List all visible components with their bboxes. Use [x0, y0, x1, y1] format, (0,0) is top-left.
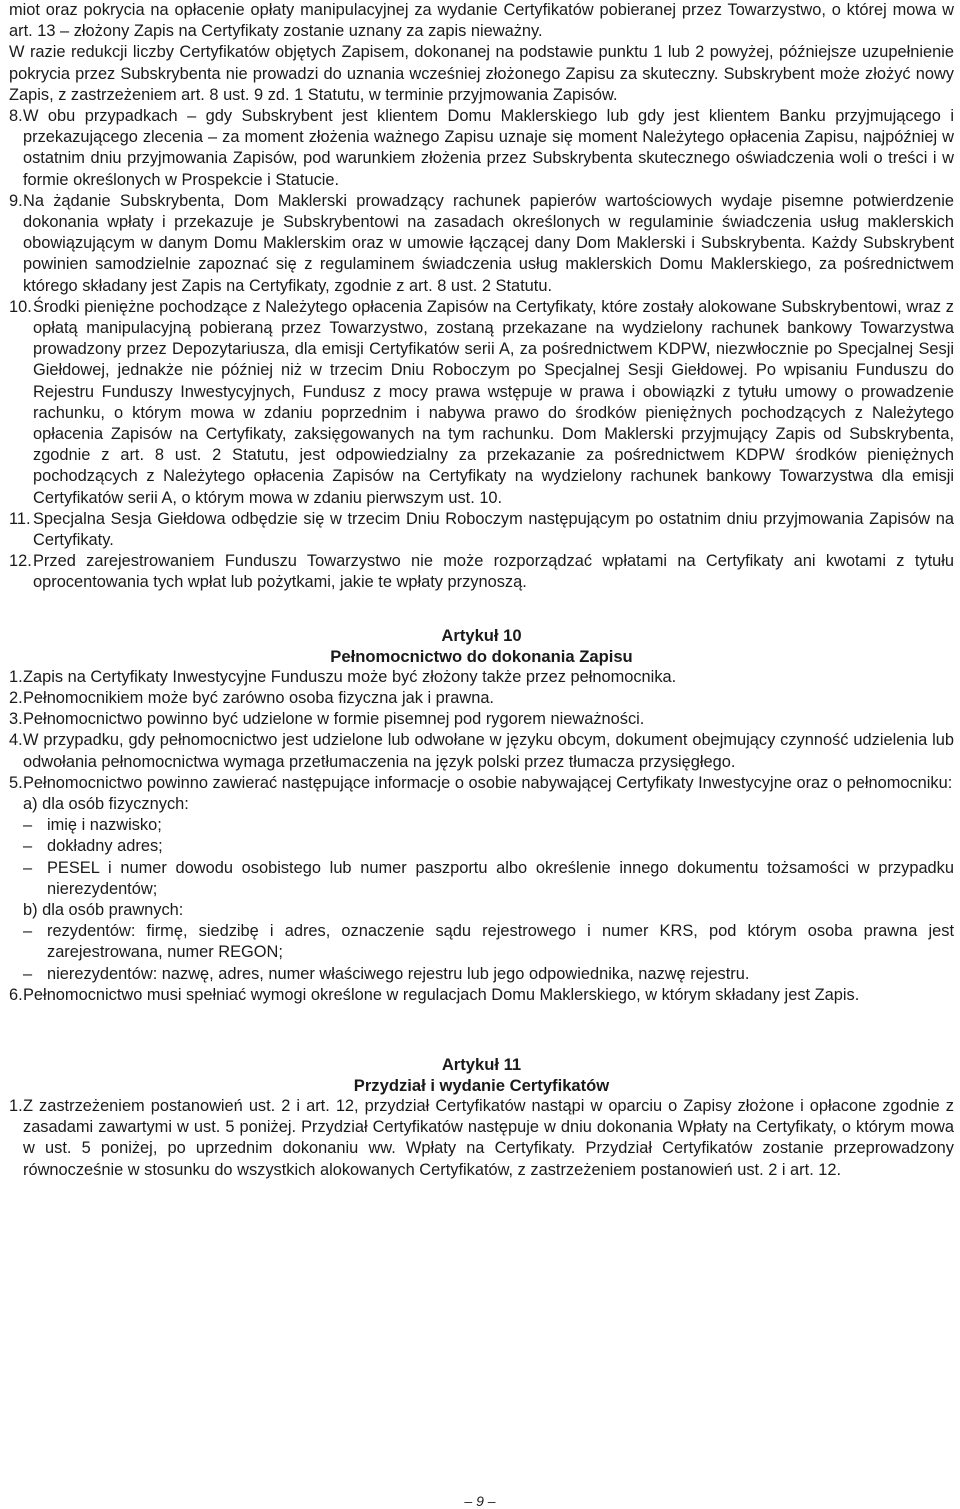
- item-text: W obu przypadkach – gdy Subskrybent jest klientem Domu Maklerskiego lub gdy jest klientem Banku przyjmującego i przekazującego zlecenia – za moment złożenia ważnego Zapisu uznaje się moment Należytego opłacenia Zapisu, najpóźniej w ostatnim dniu przyjmowania Zapisów, pod warunkiem złożenia przez Subskrybenta skutecznego oświadczenia woli o treści i w formie określonych w Prospekcie i Statucie.: [23, 107, 954, 189]
- item-text: Na żądanie Subskrybenta, Dom Maklerski prowadzący rachunek papierów wartościowych wydaje pisemne potwierdzenie dokonania wpłaty i przekazuje je Subskrybentowi na zasadach określonych w regulaminie świadczenia usług maklerskich obowiązującym w danym Domu Maklerskim oraz w umowie łączącej dany Dom Maklerski i Subskrybenta. Każdy Subskrybent powinien samodzielnie zapoznać się z regulaminem świadczenia usług maklerskich Domu Maklerskiego, za pośrednictwem którego składany jest Zapis na Certyfikaty, zgodnie z art. 8 ust. 2 Statutu.: [23, 191, 954, 295]
- list-item: [9, 191, 954, 297]
- list-item: [9, 773, 954, 794]
- item-number: 4.: [9, 731, 23, 750]
- list-item: [9, 551, 954, 593]
- item-number: 1.: [9, 1096, 23, 1115]
- item-text: Środki pieniężne pochodzące z Należytego opłacenia Zapisów na Certyfikaty, które zostały alokowane Subskrybentowi, wraz z opłatą manipulacyjną pobieraną przez Towarzystwo, zostaną przekazane na wydzielony rachunek bankowy Towarzystwa prowadzony przez Depozytariusza, dla emisji Certyfikatów serii A, za pośrednictwem KDPW, niezwłocznie po Specjalnej Sesji Giełdowej, jednakże nie później niż w trzecim Dniu Roboczym po Specjalnej Sesji Giełdowej. Po wpisaniu Funduszu do Rejestru Funduszy Inwestycyjnych, Fundusz z mocy prawa wstępuje w prawa i obowiązki z tytułu umowy o prowadzenie rachunku, o którym mowa w zdaniu poprzednim i nabywa prawo do środków pieniężnych pochodzących z Należytego opłacenia Zapisów na Certyfikaty, zaksięgowanych na tym rachunku. Dom Maklerski przyjmujący Zapis od Subskrybenta, zgodnie z art. 8 ust. 2 Statutu, jest odpowiedzialny za przekazanie za pośrednictwem KDPW środków pieniężnych pochodzących z Należytego opłacenia Zapisów na Certyfikaty na wydzielony rachunek bankowy Towarzystwa dla emisji Certyfikatów serii A, o którym mowa w zdaniu pierwszym ust. 10.: [33, 297, 954, 507]
- dash-marker: –: [23, 858, 33, 877]
- item-number: 8.: [9, 107, 23, 126]
- item-number: 3.: [9, 710, 23, 729]
- article-subtitle: Przydział i wydanie Certyfikatów: [353, 1075, 610, 1095]
- paragraph-reduction: W razie redukcji liczby Certyfikatów objętych Zapisem, dokonanej na podstawie punktu 1 lub 2 powyżej, późniejsze uzupełnienie pokrycia przez Subskrybenta nie prowadzi do uznania wcześniej złożonego Zapisu za skuteczny. Subskrybent może złożyć nowy Zapis, z zastrzeżeniem art. 8 ust. 9 zd. 1 Statutu, w terminie przyjmowania Zapisów.: [9, 43, 954, 104]
- list-item: [9, 688, 954, 709]
- list-item: [9, 297, 954, 509]
- list-item: [9, 1096, 954, 1181]
- item-text: Z zastrzeżeniem postanowień ust. 2 i art. 12, przydział Certyfikatów nastąpi w oparciu o Zapisy złożone i opłacone zgodnie z zasadami zawartymi w ust. 5 poniżej. Przydział Certyfikatów następuje w dniu dokonania Wpłaty na Certyfikaty, o którym mowa w ust. 5 poniżej, po uprzednim dokonaniu ww. Wpłaty na Certyfikaty. Przydział Certyfikatów zostanie przeprowadzony równocześnie w stosunku do wszystkich alokowanych Certyfikatów, z zastrzeżeniem postanowień ust. 2 i art. 12.: [23, 1096, 954, 1179]
- dash-marker: –: [23, 964, 33, 983]
- dash-text: rezydentów: firmę, siedzibę i adres, oznaczenie sądu rejestrowego i numer KRS, pod którym osoba prawna jest zarejestrowana, numer REGON;: [47, 922, 954, 962]
- article-11: [9, 1054, 954, 1181]
- list-item: [9, 709, 954, 730]
- list-item: [9, 667, 954, 688]
- dash-text: imię i nazwisko;: [47, 816, 162, 835]
- item-text: Przed zarejestrowaniem Funduszu Towarzystwo nie może rozporządzać wpłatami na Certyfikaty ani kwotami z tytułu oprocentowania tych wpłat lub pożytkami, jakie te wpłaty przynoszą.: [33, 552, 954, 592]
- item-text: W przypadku, gdy pełnomocnictwo jest udzielone lub odwołane w języku obcym, dokument obejmujący czynność udzielenia lub odwołania pełnomocnictwa wymaga przetłumaczenia na język polski przez tłumacza przysięgłego.: [23, 731, 954, 771]
- dash-marker: –: [23, 837, 33, 856]
- dash-marker: –: [23, 922, 33, 941]
- dash-item: [23, 815, 954, 836]
- item-number: 11.: [9, 509, 31, 528]
- sub-heading-legal-persons: b) dla osób prawnych:: [23, 900, 184, 919]
- item-number: 1.: [9, 667, 23, 686]
- item-text: Pełnomocnikiem może być zarówno osoba fizyczna jak i prawna.: [23, 688, 494, 707]
- article-10: [9, 625, 954, 1006]
- item-text: Zapis na Certyfikaty Inwestycyjne Funduszu może być złożony także przez pełnomocnika.: [23, 667, 677, 686]
- list-item: [9, 509, 954, 551]
- paragraph-continuation: miot oraz pokrycia na opłacenie opłaty manipulacyjnej za wydanie Certyfikatów pobieranej przez Towarzystwo, o której mowa w art. 13 – złożony Zapis na Certyfikaty zostanie uznany za zapis nieważny.: [9, 1, 954, 41]
- item-number: 2.: [9, 688, 23, 707]
- dash-item: [23, 964, 954, 985]
- dash-text: nierezydentów: nazwę, adres, numer właściwego rejestru lub jego odpowiednika, nazwę rejestru.: [47, 964, 750, 983]
- item-text: Specjalna Sesja Giełdowa odbędzie się w trzecim Dniu Roboczym następującym po ostatnim dniu przyjmowania Zapisów na Certyfikaty.: [33, 509, 954, 550]
- article-title: Artykuł 10: [441, 625, 522, 645]
- list-item: [9, 985, 954, 1006]
- article-title: Artykuł 11: [441, 1054, 522, 1074]
- item-text: Pełnomocnictwo powinno być udzielone w formie pisemnej pod rygorem nieważności.: [23, 710, 645, 729]
- page-number: – 9 –: [464, 1493, 496, 1509]
- item-number: 9.: [9, 191, 23, 210]
- sub-heading-natural-persons: a) dla osób fizycznych:: [23, 794, 189, 813]
- dash-text: PESEL i numer dowodu osobistego lub numer paszportu albo określenie innego dokumentu tożsamości w przypadku nierezydentów;: [47, 858, 954, 898]
- article-subtitle: Pełnomocnictwo do dokonania Zapisu: [330, 646, 633, 666]
- dash-item: [23, 921, 954, 963]
- item-number: 6.: [9, 985, 23, 1004]
- item-number: 10.: [9, 297, 32, 316]
- item-number: 5.: [9, 773, 23, 792]
- dash-item: [23, 836, 954, 857]
- dash-item: [23, 858, 954, 900]
- item-text: Pełnomocnictwo musi spełniać wymogi określone w regulacjach Domu Maklerskiego, w którym składany jest Zapis.: [23, 985, 860, 1004]
- item-number: 12.: [9, 552, 32, 571]
- list-item: [9, 730, 954, 772]
- dash-text: dokładny adres;: [47, 837, 163, 856]
- list-item: [9, 106, 954, 191]
- dash-marker: –: [23, 816, 33, 835]
- item-text: Pełnomocnictwo powinno zawierać następujące informacje o osobie nabywającej Certyfikaty Inwestycyjne oraz o pełnomocniku:: [23, 773, 953, 792]
